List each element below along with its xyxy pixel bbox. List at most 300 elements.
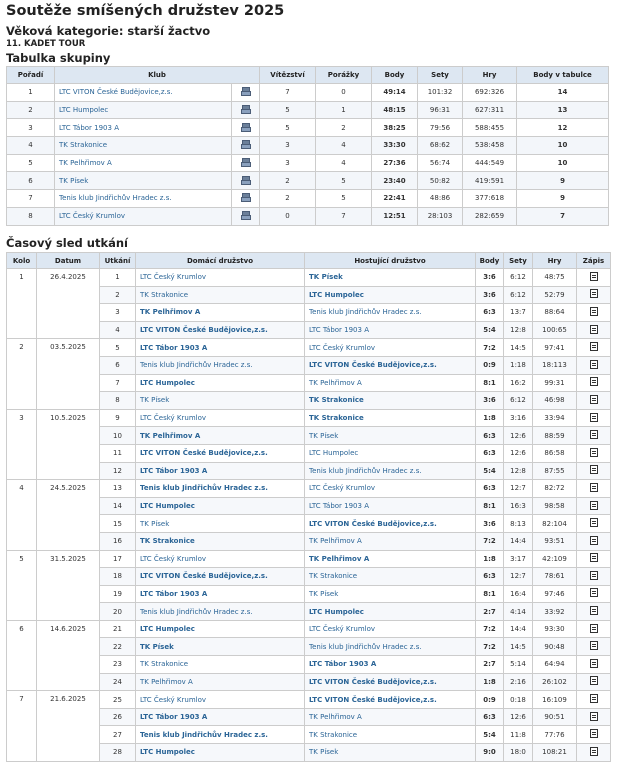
match-number-cell: 10 <box>100 427 136 445</box>
team-detail-cell[interactable] <box>232 137 260 155</box>
standings-row <box>7 154 609 172</box>
match-body-cell: 5:4 <box>476 462 504 480</box>
home-team-link[interactable]: LTC Humpolec <box>136 744 305 762</box>
date-cell: 31.5.2025 <box>37 550 100 620</box>
away-team-link[interactable]: LTC VITON České Budějovice,z.s. <box>305 356 476 374</box>
match-sets-cell: 11:8 <box>504 726 533 744</box>
match-number-cell: 13 <box>100 480 136 498</box>
standings-row <box>7 207 609 225</box>
home-team-link[interactable]: Tenis klub Jindřichův Hradec z.s. <box>136 726 305 744</box>
home-team-link[interactable]: TK Písek <box>136 638 305 656</box>
rank-cell: 4 <box>7 137 55 155</box>
match-body-cell: 1:8 <box>476 409 504 427</box>
match-sets-cell: 16:4 <box>504 585 533 603</box>
away-team-link[interactable]: TK Pelhřimov A <box>305 532 476 550</box>
rank-cell: 1 <box>7 84 55 102</box>
match-games-cell: 97:46 <box>533 585 577 603</box>
match-sets-cell: 12:6 <box>504 427 533 445</box>
body-cell: 22:41 <box>372 190 418 208</box>
away-team-link[interactable]: LTC Tábor 1903 A <box>305 656 476 674</box>
match-number-cell: 7 <box>100 374 136 392</box>
away-team-link[interactable]: TK Písek <box>305 427 476 445</box>
standings-row <box>7 84 609 102</box>
games-cell: 419:591 <box>463 172 517 190</box>
match-number-cell: 12 <box>100 462 136 480</box>
match-sets-cell: 12:7 <box>504 568 533 586</box>
away-team-link[interactable]: TK Písek <box>305 269 476 287</box>
away-team-link[interactable]: TK Strakonice <box>305 568 476 586</box>
date-cell: 26.4.2025 <box>37 269 100 339</box>
home-team-link[interactable]: LTC Tábor 1903 A <box>136 585 305 603</box>
match-body-cell: 6:3 <box>476 708 504 726</box>
date-cell: 14.6.2025 <box>37 620 100 690</box>
report-cell[interactable] <box>577 550 611 568</box>
home-team-link[interactable]: Tenis klub Jindřichův Hradec z.s. <box>136 356 305 374</box>
round-cell: 4 <box>7 480 37 550</box>
away-team-link[interactable]: LTC VITON České Budějovice,z.s. <box>305 691 476 709</box>
match-games-cell: 88:59 <box>533 427 577 445</box>
home-team-link[interactable]: LTC Tábor 1903 A <box>136 462 305 480</box>
match-games-cell: 82:104 <box>533 515 577 533</box>
home-team-link[interactable]: TK Strakonice <box>136 286 305 304</box>
team-detail-cell[interactable] <box>232 101 260 119</box>
away-team-link[interactable]: TK Strakonice <box>305 726 476 744</box>
team-detail-cell[interactable] <box>232 172 260 190</box>
schedule-header-cell: Body <box>476 253 504 269</box>
home-team-link[interactable]: LTC VITON České Budějovice,z.s. <box>136 321 305 339</box>
club-link[interactable]: LTC Český Krumlov <box>55 207 232 225</box>
match-report-icon[interactable] <box>590 553 598 562</box>
home-team-link[interactable]: LTC Humpolec <box>136 620 305 638</box>
home-team-link[interactable]: TK Písek <box>136 515 305 533</box>
match-report-icon[interactable] <box>590 659 598 668</box>
wins-cell: 5 <box>260 101 316 119</box>
report-cell[interactable] <box>577 339 611 357</box>
round-cell: 6 <box>7 620 37 690</box>
home-team-link[interactable]: LTC Humpolec <box>136 497 305 515</box>
games-cell: 627:311 <box>463 101 517 119</box>
tour-title: 11. KADET TOUR <box>6 39 86 49</box>
match-number-cell: 21 <box>100 620 136 638</box>
home-team-link[interactable]: TK Strakonice <box>136 656 305 674</box>
match-number-cell: 1 <box>100 269 136 287</box>
report-cell[interactable] <box>577 374 611 392</box>
match-number-cell: 3 <box>100 304 136 322</box>
report-cell[interactable] <box>577 691 611 709</box>
sets-cell: 68:62 <box>418 137 463 155</box>
match-number-cell: 27 <box>100 726 136 744</box>
match-report-icon[interactable] <box>590 571 598 580</box>
report-cell[interactable] <box>577 321 611 339</box>
home-team-link[interactable]: LTC Humpolec <box>136 374 305 392</box>
match-report-icon[interactable] <box>590 694 598 703</box>
team-detail-cell[interactable] <box>232 119 260 137</box>
match-report-icon[interactable] <box>590 747 598 756</box>
match-body-cell: 9:0 <box>476 744 504 762</box>
report-cell[interactable] <box>577 515 611 533</box>
match-games-cell: 100:65 <box>533 321 577 339</box>
match-report-icon[interactable] <box>590 430 598 439</box>
match-body-cell: 7:2 <box>476 532 504 550</box>
match-body-cell: 1:8 <box>476 550 504 568</box>
losses-cell: 4 <box>316 137 372 155</box>
match-report-icon[interactable] <box>590 588 598 597</box>
match-number-cell: 19 <box>100 585 136 603</box>
match-sets-cell: 14:5 <box>504 339 533 357</box>
match-row <box>7 480 611 498</box>
losses-cell: 4 <box>316 154 372 172</box>
match-report-icon[interactable] <box>590 289 598 298</box>
match-row <box>7 691 611 709</box>
home-team-link[interactable]: LTC Český Krumlov <box>136 409 305 427</box>
games-cell: 282:659 <box>463 207 517 225</box>
match-number-cell: 22 <box>100 638 136 656</box>
table-points-cell: 10 <box>517 154 609 172</box>
report-cell[interactable] <box>577 568 611 586</box>
match-number-cell: 25 <box>100 691 136 709</box>
match-body-cell: 7:2 <box>476 638 504 656</box>
match-number-cell: 26 <box>100 708 136 726</box>
home-team-link[interactable]: Tenis klub Jindřichův Hradec z.s. <box>136 480 305 498</box>
match-sets-cell: 2:16 <box>504 673 533 691</box>
rank-cell: 7 <box>7 190 55 208</box>
standings-header-cell: Body v tabulce <box>517 67 609 84</box>
home-team-link[interactable]: LTC Tábor 1903 A <box>136 708 305 726</box>
standings-header-cell: Hry <box>463 67 517 84</box>
team-roster-icon[interactable] <box>241 87 250 95</box>
schedule-header-cell: Sety <box>504 253 533 269</box>
home-team-link[interactable]: TK Strakonice <box>136 532 305 550</box>
report-cell[interactable] <box>577 304 611 322</box>
standings-row <box>7 101 609 119</box>
sets-cell: 101:32 <box>418 84 463 102</box>
match-sets-cell: 14:4 <box>504 532 533 550</box>
body-cell: 12:51 <box>372 207 418 225</box>
round-cell: 5 <box>7 550 37 620</box>
away-team-link[interactable]: LTC Humpolec <box>305 603 476 621</box>
away-team-link[interactable]: LTC Humpolec <box>305 286 476 304</box>
match-sets-cell: 6:12 <box>504 392 533 410</box>
away-team-link[interactable]: TK Pelhřimov A <box>305 374 476 392</box>
report-cell[interactable] <box>577 462 611 480</box>
match-number-cell: 18 <box>100 568 136 586</box>
club-link[interactable]: LTC VITON České Budějovice,z.s. <box>55 84 232 102</box>
match-number-cell: 11 <box>100 444 136 462</box>
match-games-cell: 93:30 <box>533 620 577 638</box>
match-body-cell: 5:4 <box>476 321 504 339</box>
match-report-icon[interactable] <box>590 272 598 281</box>
rank-cell: 3 <box>7 119 55 137</box>
away-team-link[interactable]: LTC VITON České Budějovice,z.s. <box>305 673 476 691</box>
sets-cell: 28:103 <box>418 207 463 225</box>
team-detail-cell[interactable] <box>232 154 260 172</box>
match-games-cell: 16:109 <box>533 691 577 709</box>
report-cell[interactable] <box>577 269 611 287</box>
body-cell: 23:40 <box>372 172 418 190</box>
team-roster-icon[interactable] <box>241 123 250 131</box>
match-report-icon[interactable] <box>590 360 598 369</box>
match-number-cell: 6 <box>100 356 136 374</box>
games-cell: 538:458 <box>463 137 517 155</box>
away-team-link[interactable]: TK Písek <box>305 744 476 762</box>
away-team-link[interactable]: TK Strakonice <box>305 409 476 427</box>
report-cell[interactable] <box>577 708 611 726</box>
home-team-link[interactable]: LTC VITON České Budějovice,z.s. <box>136 444 305 462</box>
report-cell[interactable] <box>577 673 611 691</box>
schedule-table <box>6 252 611 762</box>
match-body-cell: 2:7 <box>476 603 504 621</box>
match-body-cell: 8:1 <box>476 497 504 515</box>
match-games-cell: 52:79 <box>533 286 577 304</box>
match-row <box>7 409 611 427</box>
report-cell[interactable] <box>577 409 611 427</box>
away-team-link[interactable]: TK Strakonice <box>305 392 476 410</box>
away-team-link[interactable]: LTC Tábor 1903 A <box>305 497 476 515</box>
match-body-cell: 8:1 <box>476 585 504 603</box>
home-team-link[interactable]: LTC Český Krumlov <box>136 269 305 287</box>
body-cell: 27:36 <box>372 154 418 172</box>
table-points-cell: 9 <box>517 172 609 190</box>
home-team-link[interactable]: LTC Tábor 1903 A <box>136 339 305 357</box>
losses-cell: 5 <box>316 172 372 190</box>
match-sets-cell: 12:8 <box>504 321 533 339</box>
home-team-link[interactable]: TK Písek <box>136 392 305 410</box>
wins-cell: 5 <box>260 119 316 137</box>
home-team-link[interactable]: LTC Český Krumlov <box>136 691 305 709</box>
match-report-icon[interactable] <box>590 676 598 685</box>
match-body-cell: 3:6 <box>476 515 504 533</box>
match-report-icon[interactable] <box>590 624 598 633</box>
losses-cell: 5 <box>316 190 372 208</box>
team-detail-cell[interactable] <box>232 190 260 208</box>
match-sets-cell: 12:6 <box>504 444 533 462</box>
wins-cell: 7 <box>260 84 316 102</box>
page-title: Soutěže smíšených družstev 2025 <box>6 3 285 19</box>
report-cell[interactable] <box>577 480 611 498</box>
match-report-icon[interactable] <box>590 518 598 527</box>
report-cell[interactable] <box>577 620 611 638</box>
match-sets-cell: 12:8 <box>504 462 533 480</box>
standings-row <box>7 172 609 190</box>
away-team-link[interactable]: LTC VITON České Budějovice,z.s. <box>305 515 476 533</box>
date-cell: 24.5.2025 <box>37 480 100 550</box>
standings-title: Tabulka skupiny <box>6 51 111 65</box>
away-team-link[interactable]: LTC Humpolec <box>305 444 476 462</box>
match-body-cell: 0:9 <box>476 691 504 709</box>
wins-cell: 3 <box>260 154 316 172</box>
home-team-link[interactable]: TK Pelhřimov A <box>136 427 305 445</box>
match-row <box>7 269 611 287</box>
club-link[interactable]: TK Strakonice <box>55 137 232 155</box>
rank-cell: 5 <box>7 154 55 172</box>
standings-header-cell: Pořadí <box>7 67 55 84</box>
match-games-cell: 33:92 <box>533 603 577 621</box>
match-report-icon[interactable] <box>590 448 598 457</box>
away-team-link[interactable]: Tenis klub Jindřichův Hradec z.s. <box>305 304 476 322</box>
match-games-cell: 108:21 <box>533 744 577 762</box>
home-team-link[interactable]: LTC Český Krumlov <box>136 550 305 568</box>
match-number-cell: 17 <box>100 550 136 568</box>
match-games-cell: 18:113 <box>533 356 577 374</box>
round-cell: 1 <box>7 269 37 339</box>
games-cell: 692:326 <box>463 84 517 102</box>
match-report-icon[interactable] <box>590 413 598 422</box>
home-team-link[interactable]: TK Pelhřimov A <box>136 304 305 322</box>
match-games-cell: 48:75 <box>533 269 577 287</box>
match-body-cell: 3:6 <box>476 269 504 287</box>
match-body-cell: 6:3 <box>476 444 504 462</box>
match-report-icon[interactable] <box>590 712 598 721</box>
schedule-header-cell: Utkání <box>100 253 136 269</box>
match-sets-cell: 16:2 <box>504 374 533 392</box>
schedule-header-cell: Hostující družstvo <box>305 253 476 269</box>
match-games-cell: 90:51 <box>533 708 577 726</box>
match-body-cell: 5:4 <box>476 726 504 744</box>
report-cell[interactable] <box>577 497 611 515</box>
match-row <box>7 550 611 568</box>
match-number-cell: 24 <box>100 673 136 691</box>
match-report-icon[interactable] <box>590 483 598 492</box>
schedule-header-cell: Domácí družstvo <box>136 253 305 269</box>
club-link[interactable]: TK Písek <box>55 172 232 190</box>
games-cell: 444:549 <box>463 154 517 172</box>
report-cell[interactable] <box>577 286 611 304</box>
standings-row <box>7 119 609 137</box>
match-games-cell: 33:94 <box>533 409 577 427</box>
club-link[interactable]: TK Pelhřimov A <box>55 154 232 172</box>
home-team-link[interactable]: TK Pelhřimov A <box>136 673 305 691</box>
match-sets-cell: 1:18 <box>504 356 533 374</box>
rank-cell: 2 <box>7 101 55 119</box>
match-sets-cell: 12:7 <box>504 480 533 498</box>
report-cell[interactable] <box>577 656 611 674</box>
match-number-cell: 20 <box>100 603 136 621</box>
match-sets-cell: 8:13 <box>504 515 533 533</box>
report-cell[interactable] <box>577 392 611 410</box>
report-cell[interactable] <box>577 744 611 762</box>
match-body-cell: 7:2 <box>476 339 504 357</box>
date-cell: 21.6.2025 <box>37 691 100 761</box>
away-team-link[interactable]: Tenis klub Jindřichův Hradec z.s. <box>305 638 476 656</box>
match-body-cell: 6:3 <box>476 427 504 445</box>
table-points-cell: 13 <box>517 101 609 119</box>
team-detail-cell[interactable] <box>232 84 260 102</box>
club-link[interactable]: Tenis klub Jindřichův Hradec z.s. <box>55 190 232 208</box>
wins-cell: 2 <box>260 190 316 208</box>
match-games-cell: 93:51 <box>533 532 577 550</box>
match-body-cell: 6:3 <box>476 480 504 498</box>
match-number-cell: 5 <box>100 339 136 357</box>
away-team-link[interactable]: TK Pelhřimov A <box>305 708 476 726</box>
match-row <box>7 620 611 638</box>
match-body-cell: 2:7 <box>476 656 504 674</box>
match-games-cell: 46:98 <box>533 392 577 410</box>
match-games-cell: 26:102 <box>533 673 577 691</box>
standings-row <box>7 137 609 155</box>
games-cell: 377:618 <box>463 190 517 208</box>
match-number-cell: 14 <box>100 497 136 515</box>
schedule-header-cell: Kolo <box>7 253 37 269</box>
match-report-icon[interactable] <box>590 641 598 650</box>
match-body-cell: 0:9 <box>476 356 504 374</box>
report-cell[interactable] <box>577 603 611 621</box>
report-cell[interactable] <box>577 585 611 603</box>
match-sets-cell: 13:7 <box>504 304 533 322</box>
standings-header-cell: Body <box>372 67 418 84</box>
match-report-icon[interactable] <box>590 377 598 386</box>
home-team-link[interactable]: Tenis klub Jindřichův Hradec z.s. <box>136 603 305 621</box>
match-report-icon[interactable] <box>590 465 598 474</box>
away-team-link[interactable]: LTC Český Krumlov <box>305 339 476 357</box>
rank-cell: 6 <box>7 172 55 190</box>
sets-cell: 50:82 <box>418 172 463 190</box>
round-cell: 7 <box>7 691 37 761</box>
standings-header-cell: Vítězství <box>260 67 316 84</box>
report-cell[interactable] <box>577 427 611 445</box>
match-sets-cell: 12:6 <box>504 708 533 726</box>
report-cell[interactable] <box>577 356 611 374</box>
report-cell[interactable] <box>577 638 611 656</box>
team-roster-icon[interactable] <box>241 105 250 113</box>
match-sets-cell: 14:5 <box>504 638 533 656</box>
standings-table <box>6 66 609 226</box>
home-team-link[interactable]: LTC VITON České Budějovice,z.s. <box>136 568 305 586</box>
away-team-link[interactable]: LTC Tábor 1903 A <box>305 321 476 339</box>
round-cell: 3 <box>7 409 37 479</box>
match-number-cell: 2 <box>100 286 136 304</box>
match-sets-cell: 5:14 <box>504 656 533 674</box>
match-report-icon[interactable] <box>590 606 598 615</box>
match-games-cell: 88:64 <box>533 304 577 322</box>
away-team-link[interactable]: Tenis klub Jindřichův Hradec z.s. <box>305 462 476 480</box>
match-report-icon[interactable] <box>590 729 598 738</box>
match-sets-cell: 14:4 <box>504 620 533 638</box>
sets-cell: 56:74 <box>418 154 463 172</box>
away-team-link[interactable]: LTC Český Krumlov <box>305 480 476 498</box>
match-report-icon[interactable] <box>590 307 598 316</box>
away-team-link[interactable]: TK Písek <box>305 585 476 603</box>
table-points-cell: 7 <box>517 207 609 225</box>
match-sets-cell: 0:18 <box>504 691 533 709</box>
match-report-icon[interactable] <box>590 325 598 334</box>
schedule-header-cell: Datum <box>37 253 100 269</box>
wins-cell: 2 <box>260 172 316 190</box>
team-roster-icon[interactable] <box>241 158 250 166</box>
team-roster-icon[interactable] <box>241 176 250 184</box>
losses-cell: 7 <box>316 207 372 225</box>
match-report-icon[interactable] <box>590 342 598 351</box>
team-roster-icon[interactable] <box>241 211 250 219</box>
team-detail-cell[interactable] <box>232 207 260 225</box>
team-roster-icon[interactable] <box>241 193 250 201</box>
club-link[interactable]: LTC Humpolec <box>55 101 232 119</box>
report-cell[interactable] <box>577 726 611 744</box>
club-link[interactable]: LTC Tábor 1903 A <box>55 119 232 137</box>
away-team-link[interactable]: LTC Český Krumlov <box>305 620 476 638</box>
category-title: Věková kategorie: starší žactvo <box>6 24 211 38</box>
team-roster-icon[interactable] <box>241 140 250 148</box>
round-cell: 2 <box>7 339 37 409</box>
match-body-cell: 3:6 <box>476 286 504 304</box>
schedule-header-cell: Zápis <box>577 253 611 269</box>
report-cell[interactable] <box>577 444 611 462</box>
match-report-icon[interactable] <box>590 395 598 404</box>
report-cell[interactable] <box>577 532 611 550</box>
match-report-icon[interactable] <box>590 536 598 545</box>
match-report-icon[interactable] <box>590 501 598 510</box>
standings-header-cell: Klub <box>55 67 260 84</box>
away-team-link[interactable]: TK Pelhřimov A <box>305 550 476 568</box>
